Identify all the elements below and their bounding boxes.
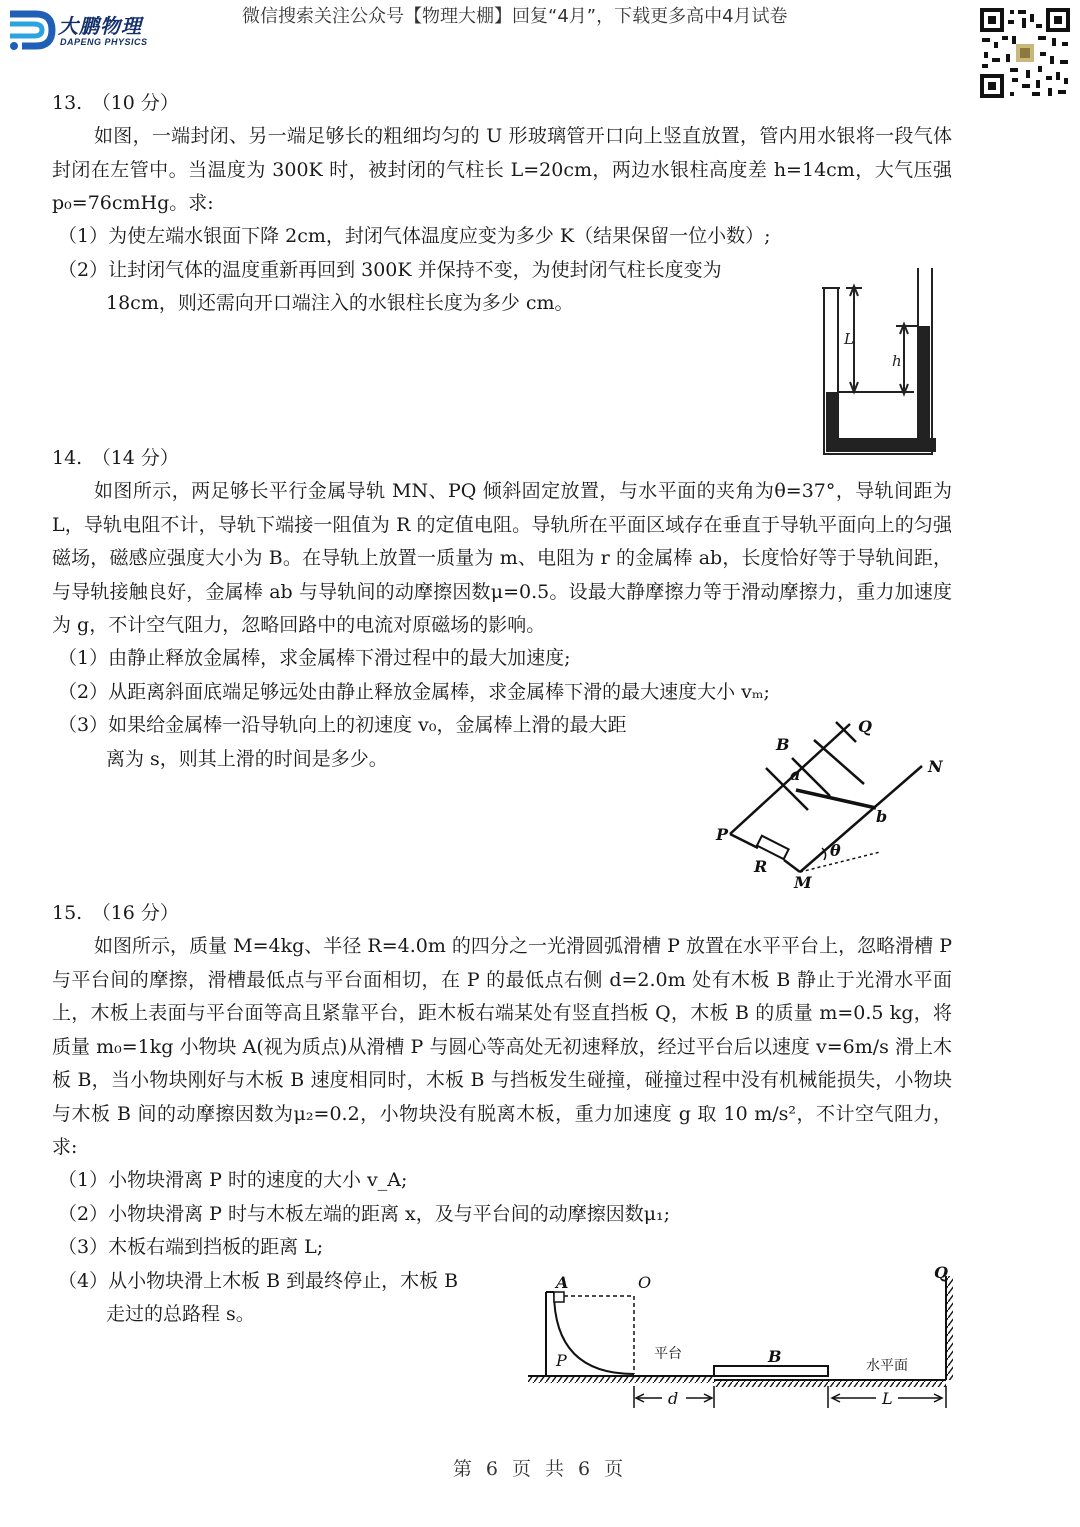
q14-label-b: b xyxy=(876,807,888,826)
q14-label-B: B xyxy=(776,735,790,754)
q14-label-R: R xyxy=(754,857,768,876)
q13-part-2-cont: 18cm，则还需向开口端注入的水银柱长度为多少 cm。 xyxy=(106,292,574,314)
q13-part-2: （2）让封闭气体的温度重新再回到 300K 并保持不变，为使封闭气柱长度变为 xyxy=(58,258,722,281)
q15-label-O: O xyxy=(638,1273,652,1292)
q15-setup-figure xyxy=(522,1262,962,1418)
q15-heading: 15. （16 分） xyxy=(52,902,179,924)
q15-body xyxy=(52,930,952,1165)
q15-label-platform: 平台 xyxy=(654,1346,682,1362)
q14-label-a: a xyxy=(790,765,801,784)
q14-part-1: （1）由静止释放金属棒，求金属棒下滑过程中的最大加速度; xyxy=(58,647,571,669)
q15-label-ground: 水平面 xyxy=(866,1358,908,1374)
q14-label-P: P xyxy=(716,825,729,844)
q13-part-1: （1）为使左端水银面下降 2cm，封闭气体温度应变为多少 K（结果保留一位小数）; xyxy=(58,225,771,247)
logo xyxy=(6,8,166,52)
q13-heading: 13. （10 分） xyxy=(52,92,179,114)
q15-label-L: L xyxy=(882,1389,893,1408)
right-mercury xyxy=(918,326,930,452)
q13-label-L: L xyxy=(844,330,854,348)
field-line-1 xyxy=(766,768,808,810)
q14-label-M: M xyxy=(794,873,812,892)
q15-part-1: （1）小物块滑离 P 时的速度的大小 v_A; xyxy=(58,1169,408,1191)
q13-u-tube-figure xyxy=(818,262,938,458)
q15-label-P: P xyxy=(556,1351,567,1370)
u-tube-outer xyxy=(824,268,932,454)
rod-ab xyxy=(796,790,876,808)
q14-rails-figure xyxy=(700,710,960,894)
header-banner: 微信搜索关注公众号【物理大棚】回复“4月”，下载更多高中4月试卷 xyxy=(242,6,788,27)
q15-label-A: A xyxy=(556,1273,569,1292)
qr-code-icon xyxy=(978,6,1072,100)
field-line-4 xyxy=(836,722,856,742)
q14-label-Q: Q xyxy=(858,717,872,736)
q13-body-text: 如图，一端封闭、另一端足够长的粗细均匀的 U 形玻璃管开口向上竖直放置，管内用水银将一段气体封闭在左管中。当温度为 300K 时，被封闭的气柱长 L=20cm，两边水银柱高度差 h=14cm，大气压强 p₀=76cmHg。求: xyxy=(52,125,952,214)
q14-part-3: （3）如果给金属棒一沿导轨向上的初速度 v₀，金属棒上滑的最大距 xyxy=(58,714,627,736)
q14-label-N: N xyxy=(928,757,943,776)
bottom-rail-left xyxy=(730,834,758,848)
logo-subtitle: DAPENG PHYSICS xyxy=(60,37,148,47)
q14-body-text: 如图所示，两足够长平行金属导轨 MN、PQ 倾斜固定放置，与水平面的夹角为θ=37°，导轨间距为 L，导轨电阻不计，导轨下端接一阻值为 R 的定值电阻。导轨所在平面区域存在垂直于导轨平面向上的匀强磁场，磁感应强度大小为 B。在导轨上放置一质量为 m、电阻为 r 的金属棒 ab，长度恰好等于导轨间距，与导轨接触良好，金属棒 ab 与导轨间的动摩擦因数μ=0.5。设最大静摩擦力等于滑动摩擦力，重力加速度为 g，不计空气阻力，忽略回路中的电流对原磁场的影响。 xyxy=(52,480,952,636)
q14-part-2: （2）从距离斜面底端足够远处由静止释放金属棒，求金属棒下滑的最大速度大小 vₘ; xyxy=(58,680,770,703)
block-a xyxy=(554,1292,564,1302)
page-footer: 第 6 页 共 6 页 xyxy=(452,1458,628,1480)
q15-part-4-cont: 走过的总路程 s。 xyxy=(106,1303,255,1325)
bottom-rail-right xyxy=(784,860,800,872)
q15-label-Q: Q xyxy=(934,1263,948,1282)
field-line-3 xyxy=(814,740,864,784)
q15-part-4: （4）从小物块滑上木板 B 到最终停止，木板 B xyxy=(58,1269,459,1292)
q14-parts xyxy=(58,642,770,776)
q15-part-3: （3）木板右端到挡板的距离 L; xyxy=(58,1236,324,1258)
q14-label-theta: θ xyxy=(830,841,841,860)
q14-part-3-cont: 离为 s，则其上滑的时间是多少。 xyxy=(106,747,388,770)
q14-body xyxy=(52,475,952,643)
logo-icon xyxy=(6,8,56,52)
q13-parts xyxy=(58,220,771,321)
q15-body-text: 如图所示，质量 M=4kg、半径 R=4.0m 的四分之一光滑圆弧滑槽 P 放置在水平平台上，忽略滑槽 P 与平台间的摩擦，滑槽最低点与平台面相切，在 P 的最低点右侧 d=2.0m 处有木板 B 静止于光滑水平面上，木板上表面与平台面等高且紧靠平台，距木板右端某处有竖直挡板 Q，木板 B 的质量 m=0.5 kg，将质量 m₀=1kg 小物块 A(视为质点)从滑槽 P 与圆心等高处无初速释放，经过平台后以速度 v=6m/s 滑上木板 B，当小物块刚好与木板 B 速度相同时，木板 B 与挡板发生碰撞，碰撞过程中没有机械能损失，小物块与木板 B 间的动摩擦因数为μ₂=0.2，小物块没有脱离木板，重力加速度 g 取 10 m/s²，不计空气阻力，求: xyxy=(52,935,952,1158)
q14-heading: 14. （14 分） xyxy=(52,447,179,469)
q15-label-d: d xyxy=(668,1389,679,1408)
q15-part-2: （2）小物块滑离 P 时与木板左端的距离 x，及与平台间的动摩擦因数μ₁; xyxy=(58,1202,671,1225)
q13-body xyxy=(52,120,952,221)
q15-label-B: B xyxy=(768,1347,782,1366)
logo-name: 大鹏物理 xyxy=(58,16,142,38)
board-b xyxy=(714,1366,828,1376)
resistor xyxy=(757,836,789,859)
q13-label-h: h xyxy=(892,352,902,370)
